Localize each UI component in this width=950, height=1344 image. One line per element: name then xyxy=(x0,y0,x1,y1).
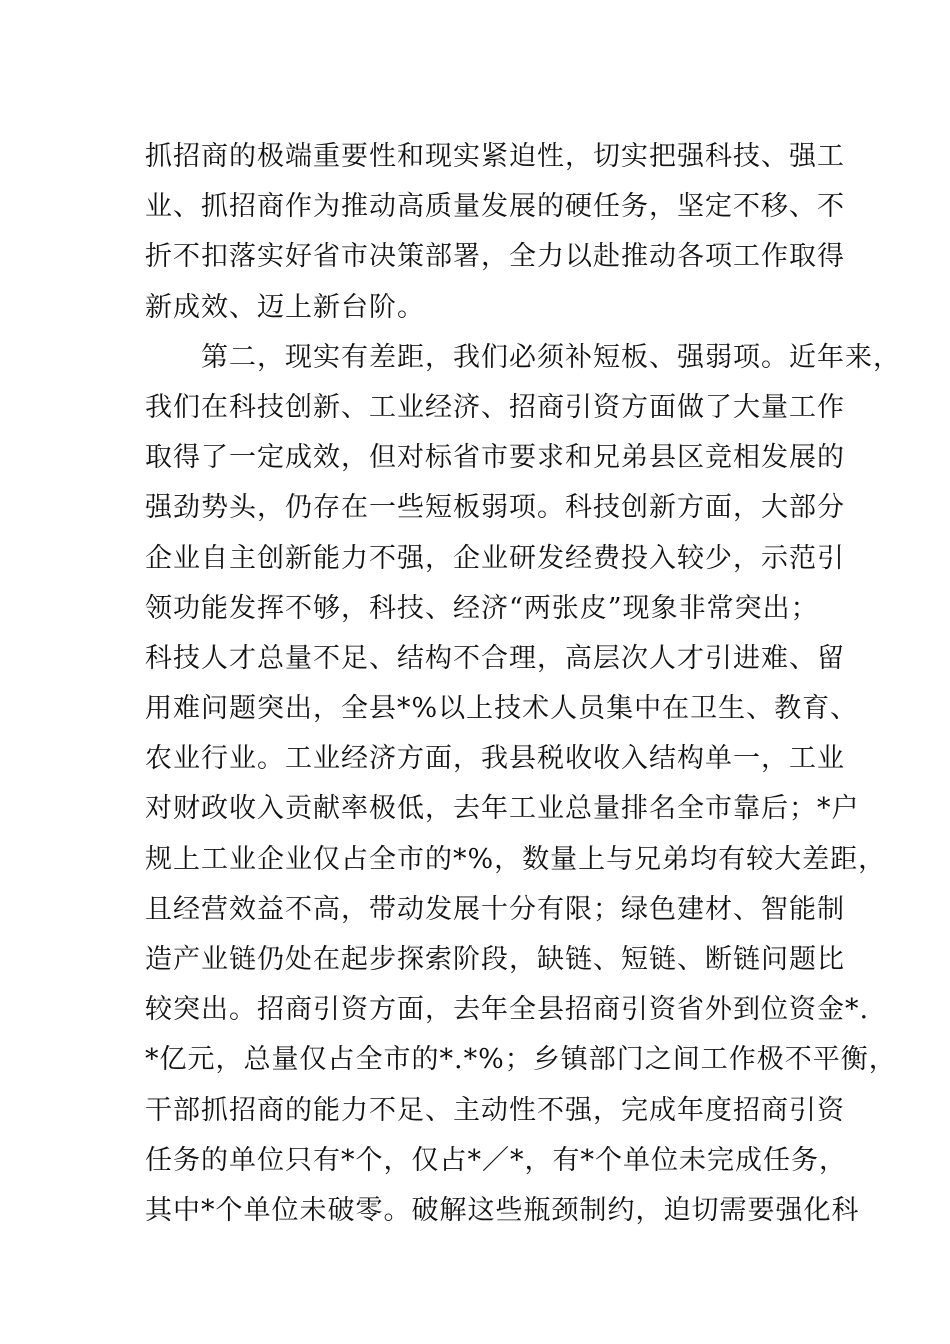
text-line: 农业行业。工业经济方面，我县税收收入结构单一，工业 xyxy=(145,743,845,775)
body-text xyxy=(145,132,901,1236)
text-line: 规上工业企业仅占全市的*%，数量上与兄弟均有较大差距， xyxy=(145,843,887,875)
text-line: 我们在科技创新、工业经济、招商引资方面做了大量工作 xyxy=(145,391,845,423)
text-line: 领功能发挥不够，科技、经济“两张皮”现象非常突出； xyxy=(145,592,819,624)
text-line: 企业自主创新能力不强，企业研发经费投入较少，示范引 xyxy=(145,542,845,574)
text-line: 较突出。招商引资方面，去年全县招商引资省外到位资金*. xyxy=(145,994,870,1026)
text-line: 抓招商的极端重要性和现实紧迫性，切实把强科技、强工 xyxy=(145,141,845,172)
paragraph-start-line: 第二，现实有差距，我们必须补短板、强弱项。近年来， xyxy=(145,341,901,373)
text-line: 干部抓招商的能力不足、主动性不强，完成年度招商引资 xyxy=(145,1094,845,1126)
text-line: 造产业链仍处在起步探索阶段，缺链、短链、断链问题比 xyxy=(145,944,845,975)
text-line: 强劲势头，仍存在一些短板弱项。科技创新方面，大部分 xyxy=(145,492,845,524)
text-line: 业、抓招商作为推动高质量发展的硬任务，坚定不移、不 xyxy=(145,191,845,223)
text-line: 折不扣落实好省市决策部署，全力以赴推动各项工作取得 xyxy=(145,241,845,273)
text-line: 新成效、迈上新台阶。 xyxy=(145,291,425,323)
text-line: 用难问题突出，全县*%以上技术人员集中在卫生、教育、 xyxy=(145,693,859,725)
text-line: 对财政收入贡献率极低，去年工业总量排名全市靠后；*户 xyxy=(145,793,860,825)
text-line: 取得了一定成效，但对标省市要求和兄弟县区竞相发展的 xyxy=(145,442,845,474)
text-line: 且经营效益不高，带动发展十分有限；绿色建材、智能制 xyxy=(145,893,845,925)
text-line: 其中*个单位未破零。破解这些瓶颈制约，迫切需要强化科 xyxy=(145,1194,860,1226)
text-line: *亿元，总量仅占全市的*.*%；乡镇部门之间工作极不平衡， xyxy=(145,1044,897,1076)
text-line: 任务的单位只有*个，仅占*／*，有*个单位未完成任务， xyxy=(145,1144,847,1176)
text-line: 科技人才总量不足、结构不合理，高层次人才引进难、留 xyxy=(145,642,845,674)
